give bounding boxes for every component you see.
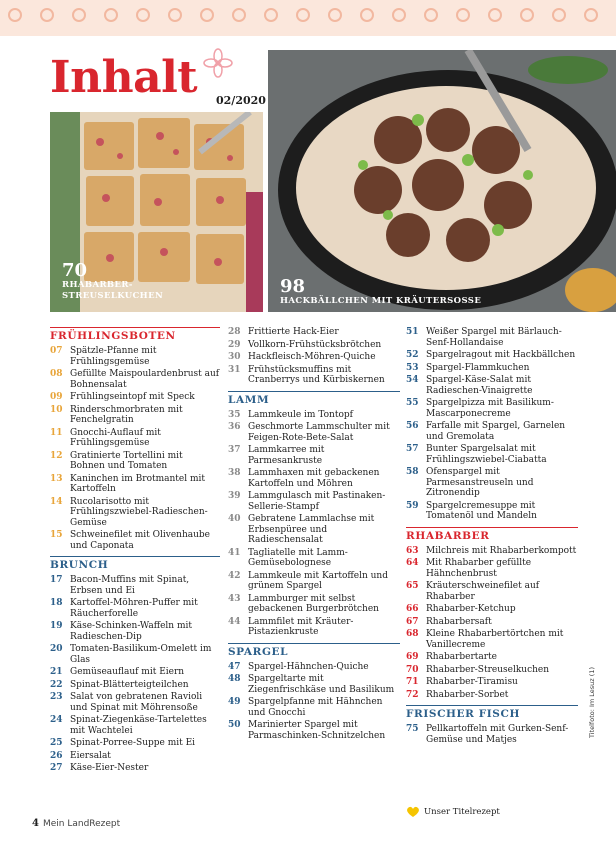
toc-entry-title: Kräuterschweinefilet auf Rhabarber bbox=[426, 581, 540, 602]
toc-entry-page: 63 bbox=[406, 545, 419, 556]
toc-entry bbox=[406, 363, 578, 374]
toc-entry bbox=[406, 421, 578, 442]
toc-entry-title: Käse-Eier-Nester bbox=[70, 763, 149, 773]
toc-entry bbox=[228, 662, 400, 673]
toc-entry-page: 08 bbox=[50, 369, 70, 390]
toc-entry bbox=[50, 530, 220, 551]
toc-entry-title: Bunter Spargelsalat mit Frühlingszwiebel-Ciabatta bbox=[426, 444, 547, 465]
toc-entry bbox=[228, 352, 400, 363]
toc-entry-title: Schweinefilet mit Olivenhaube und Caponata bbox=[70, 530, 210, 551]
toc-list-frischer-fisch bbox=[406, 724, 578, 745]
toc-entry-page: 70 bbox=[406, 664, 419, 675]
toc-list-spargel-continued bbox=[406, 327, 578, 522]
toc-entry bbox=[406, 501, 578, 522]
toc-list-rhabarber bbox=[406, 546, 578, 701]
section-heading-fruehlingsboten: FRÜHLINGSBOTEN bbox=[50, 327, 220, 343]
toc-column-2 bbox=[228, 327, 400, 743]
toc-entry-title: Lammkeule mit Kartoffeln und grünem Spargel bbox=[248, 570, 388, 591]
page-title: Inhalt bbox=[50, 52, 198, 103]
toc-entry-page: 13 bbox=[50, 473, 63, 484]
toc-entry-page: 38 bbox=[228, 468, 241, 478]
decorative-header-strip bbox=[0, 0, 616, 36]
toc-entry-title: Marinierter Spargel mit Parmaschinken-Schnitzelchen bbox=[248, 720, 386, 741]
magazine-brand: Mein LandRezept bbox=[42, 819, 121, 829]
toc-entry-page: 37 bbox=[228, 445, 241, 455]
toc-entry-page: 55 bbox=[406, 398, 419, 408]
toc-entry bbox=[228, 571, 400, 592]
toc-entry-title: Ofenspargel mit Parmesanstreuseln und Zitronendip bbox=[426, 467, 534, 498]
heart-icon bbox=[406, 806, 420, 818]
toc-entry bbox=[228, 491, 400, 512]
toc-entry bbox=[406, 629, 578, 650]
toc-entry-title: Lammgulasch mit Pastinaken-Sellerie-Stampf bbox=[248, 491, 386, 512]
toc-list-spargel bbox=[228, 662, 400, 742]
toc-entry-page: 40 bbox=[228, 514, 241, 524]
toc-entry-title: Spinat-Porree-Suppe mit Ei bbox=[70, 738, 196, 748]
toc-entry-page: 65 bbox=[406, 581, 419, 591]
toc-entry-page: 18 bbox=[50, 598, 63, 608]
toc-entry-title: Spargel-Hähnchen-Quiche bbox=[248, 661, 369, 672]
toc-entry bbox=[50, 621, 220, 642]
toc-entry-page: 43 bbox=[228, 593, 241, 604]
toc-entry-page: 12 bbox=[50, 450, 63, 461]
toc-entry-page: 23 bbox=[50, 692, 63, 702]
toc-entry-title: Spargel-Flammkuchen bbox=[426, 362, 530, 373]
page-footer bbox=[32, 818, 120, 829]
toc-entry bbox=[406, 467, 578, 499]
toc-entry-title: Rhabarber-Streuselkuchen bbox=[426, 664, 550, 675]
toc-entry-page: 42 bbox=[228, 570, 241, 581]
toc-entry bbox=[50, 369, 220, 390]
toc-entry bbox=[406, 558, 578, 579]
toc-entry-page: 26 bbox=[50, 750, 63, 761]
toc-entry bbox=[228, 514, 400, 546]
toc-entry-title: Lammkeule im Tontopf bbox=[248, 409, 353, 420]
toc-entry-title: Milchreis mit Rhabarberkompott bbox=[426, 545, 577, 556]
toc-entry-page: 14 bbox=[50, 496, 63, 507]
toc-entry bbox=[50, 392, 220, 403]
toc-entry-page: 44 bbox=[228, 616, 241, 627]
toc-entry bbox=[50, 575, 220, 596]
toc-entry-title: Tomaten-Basilikum-Omelett im Glas bbox=[70, 644, 212, 665]
toc-entry-title: Rhabarber-Sorbet bbox=[426, 689, 509, 700]
toc-entry-page: 53 bbox=[406, 362, 419, 373]
toc-entry-page: 25 bbox=[50, 738, 63, 748]
toc-entry bbox=[228, 674, 400, 695]
toc-list-lamm bbox=[228, 410, 400, 638]
toc-entry-page: 75 bbox=[406, 724, 419, 734]
toc-entry-title: Bacon-Muffins mit Spinat, Erbsen und Ei bbox=[70, 575, 190, 596]
toc-entry-title: Pellkartoffeln mit Gurken-Senf-Gemüse und Matjes bbox=[426, 724, 569, 745]
toc-entry-title: Spätzle-Pfanne mit Frühlingsgemüse bbox=[70, 346, 157, 367]
toc-entry bbox=[228, 617, 400, 638]
photo-rhubarb-cake bbox=[50, 112, 263, 312]
toc-entry-title: Vollkorn-Frühstücksbrötchen bbox=[248, 339, 382, 350]
toc-entry-page: 56 bbox=[406, 421, 419, 431]
feature-title-line: RHABARBER- bbox=[62, 280, 133, 290]
toc-entry bbox=[228, 340, 400, 351]
section-heading-spargel: SPARGEL bbox=[228, 643, 400, 659]
toc-entry-page: 41 bbox=[228, 547, 241, 558]
toc-entry-page: 22 bbox=[50, 679, 63, 690]
toc-entry bbox=[50, 763, 220, 774]
toc-entry-title: Gebratene Lammlachse mit Erbsenpüree und Radieschensalat bbox=[248, 514, 375, 545]
toc-entry-title: Lammkarree mit Parmesankruste bbox=[248, 445, 325, 466]
toc-column-1 bbox=[50, 327, 220, 776]
toc-entry-title: Frittierte Hack-Eier bbox=[248, 327, 339, 337]
legend-title-recipe bbox=[406, 806, 500, 818]
toc-entry bbox=[406, 604, 578, 615]
toc-entry-page: 19 bbox=[50, 621, 63, 631]
toc-entry-title: Rhabarbersaft bbox=[426, 616, 492, 627]
toc-entry bbox=[228, 697, 400, 718]
toc-entry bbox=[50, 644, 220, 665]
toc-list-brunch bbox=[50, 575, 220, 774]
toc-entry-title: Hackfleisch-Möhren-Quiche bbox=[248, 352, 376, 362]
toc-entry-page: 54 bbox=[406, 375, 419, 385]
feature-title-line: STREUSELKUCHEN bbox=[62, 291, 164, 301]
toc-entry-page: 50 bbox=[228, 720, 241, 730]
toc-entry bbox=[406, 677, 578, 688]
toc-entry-title: Geschmorte Lammschulter mit Feigen-Rote-Bete-Salat bbox=[248, 422, 390, 443]
toc-entry-page: 68 bbox=[406, 629, 419, 639]
toc-entry-page: 64 bbox=[406, 558, 419, 568]
toc-entry-page: 67 bbox=[406, 616, 419, 627]
toc-entry-title: Lammburger mit selbst gebackenen Burgerbrötchen bbox=[248, 593, 379, 614]
toc-entry-title: Rinderschmorbraten mit Fenchelgratin bbox=[70, 404, 183, 425]
toc-entry-page: 30 bbox=[228, 352, 241, 362]
toc-entry bbox=[228, 422, 400, 443]
toc-entry-title: Gemüseauflauf mit Eiern bbox=[70, 667, 185, 677]
toc-entry bbox=[228, 410, 400, 421]
toc-entry-title: Tagliatelle mit Lamm-Gemüsebolognese bbox=[248, 547, 348, 568]
issue-number: 02/2020 bbox=[216, 94, 266, 107]
toc-entry-page: 49 bbox=[228, 697, 241, 707]
toc-entry bbox=[228, 548, 400, 569]
toc-entry-title: Kaninchen im Brotmantel mit Kartoffeln bbox=[70, 473, 206, 494]
toc-entry-title: Kleine Rhabarbertörtchen mit Vanillecreme bbox=[426, 629, 564, 650]
toc-entry bbox=[406, 652, 578, 663]
feature-page-number: 70 bbox=[62, 260, 88, 281]
toc-entry bbox=[50, 474, 220, 495]
toc-entry bbox=[50, 738, 220, 749]
toc-entry bbox=[406, 581, 578, 602]
feature-caption-meatballs bbox=[280, 278, 481, 307]
toc-entry-title: Weißer Spargel mit Bärlauch-Senf-Hollandaise bbox=[426, 327, 562, 348]
feature-caption-cake bbox=[62, 262, 163, 302]
toc-entry-title: Gratinierte Tortellini mit Bohnen und Tomaten bbox=[70, 450, 183, 471]
toc-entry-title: Gnocchi-Auflauf mit Frühlingsgemüse bbox=[70, 427, 161, 448]
toc-entry-title: Frühstücksmuffins mit Cranberrys und Kürbiskernen bbox=[248, 364, 385, 385]
toc-entry bbox=[50, 692, 220, 713]
toc-entry-title: Rhabarbertarte bbox=[426, 652, 497, 662]
toc-entry-title: Eiersalat bbox=[70, 750, 111, 761]
toc-entry bbox=[50, 346, 220, 367]
toc-entry-page: 11 bbox=[50, 427, 63, 438]
toc-entry-page: 36 bbox=[228, 422, 241, 432]
section-heading-lamm: LAMM bbox=[228, 391, 400, 407]
photo-credit: Titelfoto: Im Lesuz (1) bbox=[588, 667, 596, 738]
toc-entry bbox=[406, 375, 578, 396]
toc-entry bbox=[406, 690, 578, 701]
toc-entry bbox=[50, 428, 220, 449]
toc-entry bbox=[406, 398, 578, 419]
page-number: 4 bbox=[32, 818, 39, 829]
toc-entry-title: Rucolarisotto mit Frühlingszwiebel-Radieschen-Gemüse bbox=[70, 496, 208, 528]
toc-entry-page: 24 bbox=[50, 715, 63, 725]
toc-entry-title: Farfalle mit Spargel, Garnelen und Gremolata bbox=[426, 421, 566, 442]
toc-entry-title: Gefüllte Maispoulardenbrust auf Bohnensalat bbox=[70, 369, 220, 390]
toc-entry-title: Käse-Schinken-Waffeln mit Radieschen-Dip bbox=[70, 621, 192, 642]
toc-entry-page: 51 bbox=[406, 327, 419, 337]
toc-entry-page: 59 bbox=[406, 500, 419, 511]
toc-entry-page: 10 bbox=[50, 404, 63, 415]
toc-entry-title: Spargelcremesuppe mit Tomatenöl und Mandeln bbox=[426, 500, 537, 521]
toc-list-hack bbox=[228, 327, 400, 386]
toc-entry-page: 28 bbox=[228, 327, 241, 337]
toc-entry-page: 21 bbox=[50, 667, 63, 677]
toc-entry-page: 31 bbox=[228, 364, 241, 375]
photo-meatballs-pan bbox=[268, 50, 616, 312]
legend-label: Unser Titelrezept bbox=[424, 807, 500, 817]
toc-entry bbox=[228, 468, 400, 489]
toc-entry bbox=[228, 720, 400, 741]
toc-entry-title: Spinat-Blätterteigteilchen bbox=[70, 679, 189, 690]
toc-entry bbox=[50, 751, 220, 762]
feature-page-number: 98 bbox=[280, 276, 306, 297]
toc-entry-title: Lammhaxen mit gebackenen Kartoffeln und Möhren bbox=[248, 468, 380, 489]
toc-entry bbox=[50, 497, 220, 529]
toc-entry bbox=[228, 594, 400, 615]
toc-entry-title: Rhabarber-Tiramisu bbox=[426, 677, 518, 687]
toc-entry-page: 69 bbox=[406, 652, 419, 662]
toc-entry-title: Spargelragout mit Hackbällchen bbox=[426, 350, 576, 360]
toc-entry-page: 07 bbox=[50, 346, 63, 356]
toc-entry bbox=[50, 451, 220, 472]
toc-entry-page: 48 bbox=[228, 674, 241, 684]
toc-entry bbox=[406, 724, 578, 745]
toc-entry-page: 71 bbox=[406, 677, 419, 687]
flower-icon bbox=[203, 48, 233, 78]
toc-entry-page: 09 bbox=[50, 392, 63, 402]
toc-entry-page: 27 bbox=[50, 763, 63, 773]
toc-entry bbox=[50, 405, 220, 426]
toc-entry bbox=[228, 327, 400, 338]
toc-list-fruehlingsboten bbox=[50, 346, 220, 551]
toc-entry bbox=[50, 715, 220, 736]
toc-entry-title: Kartoffel-Möhren-Puffer mit Räucherforelle bbox=[70, 598, 198, 619]
toc-entry bbox=[406, 444, 578, 465]
toc-entry-page: 17 bbox=[50, 575, 63, 585]
section-heading-brunch: BRUNCH bbox=[50, 556, 220, 572]
toc-entry bbox=[228, 365, 400, 386]
toc-entry-title: Spargelpfanne mit Hähnchen und Gnocchi bbox=[248, 697, 383, 718]
toc-entry-title: Frühlingseintopf mit Speck bbox=[70, 392, 195, 402]
toc-entry bbox=[228, 445, 400, 466]
toc-entry-page: 58 bbox=[406, 467, 419, 477]
toc-entry bbox=[50, 598, 220, 619]
toc-entry-title: Spargeltarte mit Ziegenfrischkäse und Basilikum bbox=[248, 674, 395, 695]
toc-entry-page: 47 bbox=[228, 661, 241, 672]
toc-entry-title: Spargel-Käse-Salat mit Radieschen-Vinaigrette bbox=[426, 375, 533, 396]
toc-entry-page: 15 bbox=[50, 530, 63, 540]
toc-entry-page: 57 bbox=[406, 444, 419, 454]
toc-entry-title: Lammfilet mit Kräuter-Pistazienkruste bbox=[248, 616, 354, 637]
toc-entry-page: 72 bbox=[406, 689, 419, 700]
toc-entry-page: 52 bbox=[406, 350, 419, 360]
toc-entry-title: Mit Rhabarber gefüllte Hähnchenbrust bbox=[426, 558, 532, 579]
toc-entry-title: Salat von gebratenen Ravioli und Spinat mit Möhrensoße bbox=[70, 692, 203, 713]
toc-entry-title: Spinat-Ziegenkäse-Tartelettes mit Wachtelei bbox=[70, 715, 207, 736]
toc-entry bbox=[406, 327, 578, 348]
toc-entry bbox=[406, 617, 578, 628]
toc-entry-page: 66 bbox=[406, 604, 419, 614]
toc-entry-page: 20 bbox=[50, 644, 63, 654]
toc-entry bbox=[406, 546, 578, 557]
meatballs-illustration bbox=[268, 50, 616, 312]
section-heading-rhabarber: RHABARBER bbox=[406, 527, 578, 543]
feature-title-line: HACKBÄLLCHEN MIT KRÄUTERSOSSE bbox=[280, 296, 482, 306]
toc-entry bbox=[50, 680, 220, 691]
toc-entry bbox=[406, 350, 578, 361]
toc-entry-title: Rhabarber-Ketchup bbox=[426, 604, 516, 614]
toc-entry bbox=[50, 667, 220, 678]
section-heading-frischer-fisch: FRISCHER FISCH bbox=[406, 705, 578, 721]
toc-entry-page: 29 bbox=[228, 339, 241, 350]
toc-entry-page: 39 bbox=[228, 491, 241, 501]
toc-entry-page: 35 bbox=[228, 409, 241, 420]
toc-entry bbox=[406, 665, 578, 676]
toc-entry-title: Spargelpizza mit Basilikum-Mascarponecreme bbox=[426, 398, 554, 419]
toc-column-3 bbox=[406, 327, 578, 747]
